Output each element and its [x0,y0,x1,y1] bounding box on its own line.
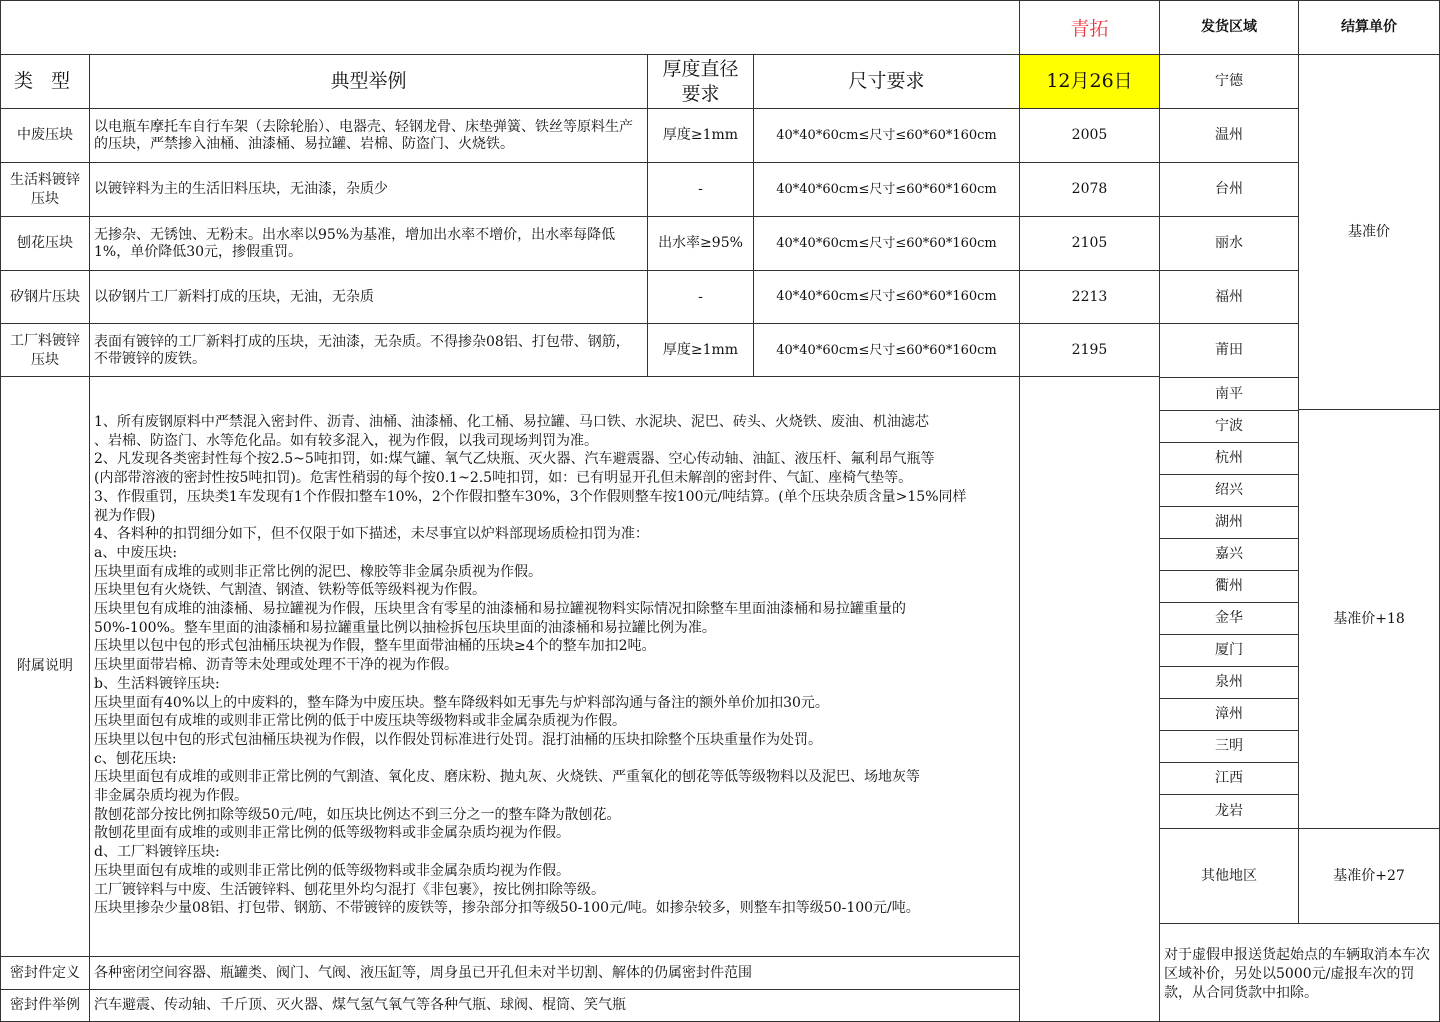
region-item: 宁波 [1159,410,1299,443]
note-line: 压块里包有成堆的油漆桶、易拉罐视为作假，压块里含有零星的油漆桶和易拉罐视物料实际情况扣除整车里面油漆桶和易拉罐重量的 [94,601,906,618]
note-line: 压块里包有火烧铁、气割渣、钢渣、铁粉等低等级料视为作假。 [94,582,486,599]
note-line: 压块里面有40%以上的中废料的，整车降为中废压块。整车降级料如无事先与炉料部沟通与备注的额外单价加扣30元。 [94,694,829,711]
note-line: 压块里掺杂少量08铝、打包带、钢筋、不带镀锌的废铁等，掺杂部分扣等级50-100元/吨。如掺杂较多，则整车扣等级50-100元/吨。 [94,900,920,917]
note-line: 压块里面有成堆的或则非正常比例的泥巴、橡胶等非金属杂质视为作假。 [94,563,542,580]
region-item: 江西 [1159,762,1299,795]
region-item: 漳州 [1159,698,1299,731]
notes-label: 附属说明 [0,376,90,957]
note-line: 工厂镀锌料与中废、生活镀锌料、刨花里外均匀混打《非包裹》，按比例扣除等级。 [94,881,605,898]
note-line: 2、凡发现各类密封性每个按2.5~5吨扣罚，如:煤气罐、氧气乙炔瓶、灭火器、汽车避震器、空心传动轴、油缸、液压杆、氟利昂气瓶等 [94,451,935,468]
price-header: 结算单价 [1298,0,1440,55]
row-example: 以镀锌料为主的生活旧料压块，无油漆，杂质少 [89,162,648,217]
note-line: 3、作假重罚，压块类1车发现有1个作假扣整车10%，2个作假扣整车30%，3个作假则整车按100元/吨结算。(单个压块杂质含量>15%同样 [94,488,967,505]
region-item: 金华 [1159,602,1299,635]
blank-bottom-cell [1019,923,1160,1022]
region-item: 莆田 [1159,323,1299,378]
region-item: 绍兴 [1159,474,1299,507]
region-item: 杭州 [1159,442,1299,475]
price-group-base: 基准价 [1298,54,1440,410]
col-thickness-header: 厚度直径要求 [647,54,754,109]
region-item: 其他地区 [1159,828,1299,924]
supplier-name: 青拓 [1019,0,1160,55]
region-item: 福州 [1159,270,1299,324]
note-line: 4、各料种的扣罚细分如下，但不仅限于如下描述，未尽事宜以炉料部现场质检扣罚为准： [94,526,649,543]
note-line: 压块里面包有成堆的或则非正常比例的低于中废压块等级物料或非金属杂质视为作假。 [94,713,626,730]
note-line: d、工厂料镀锌压块: [94,844,220,861]
seal-def-text: 各种密闭空间容器、瓶罐类、阀门、气阀、液压缸等，周身虽已开孔但未对半切割、解体的仍属密封件范围 [89,956,1020,990]
note-line: c、刨花压块: [94,750,177,767]
row-example: 以矽钢片工厂新料打成的压块，无油，无杂质 [89,270,648,324]
note-line: 压块里以包中包的形式包油桶压块视为作假，以作假处罚标准进行处罚。混打油桶的压块扣除整个压块重量作为处罚。 [94,731,822,748]
row-size: 40*40*60cm≤尺寸≤60*60*160cm [753,216,1020,271]
row-size: 40*40*60cm≤尺寸≤60*60*160cm [753,270,1020,324]
note-line: (内部带溶液的密封性按5吨扣罚)。危害性稍弱的每个按0.1~2.5吨扣罚，如：已有明显开孔但未解剖的密封件、气缸、座椅气垫等。 [94,470,913,487]
note-line: a、中废压块: [94,544,178,561]
note-line: 非金属杂质均视为作假。 [94,788,248,805]
blank-date-column [1019,376,1160,924]
row-price: 2078 [1019,162,1160,217]
note-line: 1、所有废钢原料中严禁混入密封件、沥青、油桶、油漆桶、化工桶、易拉罐、马口铁、水泥块、泥巴、砖头、火烧铁、废油、机油滤芯 [94,414,929,430]
region-item: 嘉兴 [1159,538,1299,571]
row-thickness: 厚度≥1mm [647,323,754,378]
region-item: 厦门 [1159,634,1299,667]
note-line: 压块里以包中包的形式包油桶压块视为作假，整车里面带油桶的压块≥4个的整车加扣2吨。 [94,638,656,655]
notes-body [89,376,1020,957]
note-line: 压块里面包有成堆的或则非正常比例的气割渣、氧化皮、磨床粉、抛丸灰、火烧铁、严重氧化的刨花等低等级物料以及泥巴、场地灰等 [94,769,920,786]
row-price: 2195 [1019,323,1160,378]
region-item: 湖州 [1159,506,1299,539]
price-group-plus27: 基准价+27 [1298,828,1440,924]
row-type: 矽钢片压块 [0,270,90,324]
row-example: 无掺杂、无锈蚀、无粉末。出水率以95%为基准，增加出水率不增价，出水率每降低1%，单价降低30元，掺假重罚。 [89,216,648,271]
region-item: 泉州 [1159,666,1299,699]
seal-ex-label: 密封件举例 [0,989,90,1022]
seal-ex-text: 汽车避震、传动轴、千斤顶、灭火器、煤气氢气氧气等各种气瓶、球阀、棍筒、笑气瓶 [89,989,1020,1022]
region-item: 宁德 [1159,54,1299,109]
row-type: 中废压块 [0,108,90,163]
blank-header-cell [0,0,1020,55]
region-item: 台州 [1159,162,1299,217]
region-item: 衢州 [1159,570,1299,603]
row-price: 2213 [1019,270,1160,324]
row-thickness: - [647,162,754,217]
col-type-header: 类 型 [0,54,90,109]
row-type: 刨花压块 [0,216,90,271]
region-item: 丽水 [1159,216,1299,271]
col-size-header: 尺寸要求 [753,54,1020,109]
note-line: 散刨花部分按比例扣除等级50元/吨，如压块比例达不到三分之一的整车降为散刨花。 [94,806,621,823]
date-cell: 12月26日 [1019,54,1160,109]
penalty-note: 对于虚假申报送货起始点的车辆取消本车次区域补价，另处以5000元/虚报车次的罚款，从合同货款中扣除。 [1159,923,1440,1022]
note-line: 视为作假) [94,507,156,524]
note-line: 散刨花里面有成堆的或则非正常比例的低等级物料或非金属杂质均视为作假。 [94,825,570,842]
region-item: 南平 [1159,377,1299,411]
note-line: 压块里面包有成堆的或则非正常比例的低等级物料或非金属杂质均视为作假。 [94,862,570,879]
row-size: 40*40*60cm≤尺寸≤60*60*160cm [753,162,1020,217]
region-item: 龙岩 [1159,794,1299,829]
row-type: 生活料镀锌压块 [0,162,90,217]
row-size: 40*40*60cm≤尺寸≤60*60*160cm [753,323,1020,378]
row-size: 40*40*60cm≤尺寸≤60*60*160cm [753,108,1020,163]
region-item: 温州 [1159,108,1299,163]
row-price: 2105 [1019,216,1160,271]
price-group-plus18: 基准价+18 [1298,409,1440,829]
row-type: 工厂料镀锌压块 [0,323,90,378]
seal-def-label: 密封件定义 [0,956,90,990]
row-example: 表面有镀锌的工厂新料打成的压块，无油漆，无杂质。不得掺杂08铝、打包带、钢筋，不带镀锌的废铁。 [89,323,648,378]
row-price: 2005 [1019,108,1160,163]
row-example: 以电瓶车摩托车自行车架（去除轮胎）、电器壳、轻钢龙骨、床垫弹簧、铁丝等原料生产的压块，严禁掺入油桶、油漆桶、易拉罐、岩棉、防盗门、火烧铁。 [89,108,648,163]
row-thickness: 厚度≥1mm [647,108,754,163]
region-item: 三明 [1159,730,1299,763]
region-header: 发货区域 [1159,0,1299,55]
col-example-header: 典型举例 [89,54,648,109]
note-line: b、生活料镀锌压块: [94,675,220,692]
note-line: 压块里面带岩棉、沥青等未处理或处理不干净的视为作假。 [94,657,458,674]
row-thickness: - [647,270,754,324]
note-line: 50%-100%。整车里面的油漆桶和易拉罐重量比例以抽检拆包压块里面的油漆桶和易拉罐比例为准。 [94,619,716,636]
row-thickness: 出水率≥95% [647,216,754,271]
note-line: 、岩棉、防盗门、水等危化品。如有较多混入，视为作假，以我司现场判罚为准。 [94,432,598,449]
